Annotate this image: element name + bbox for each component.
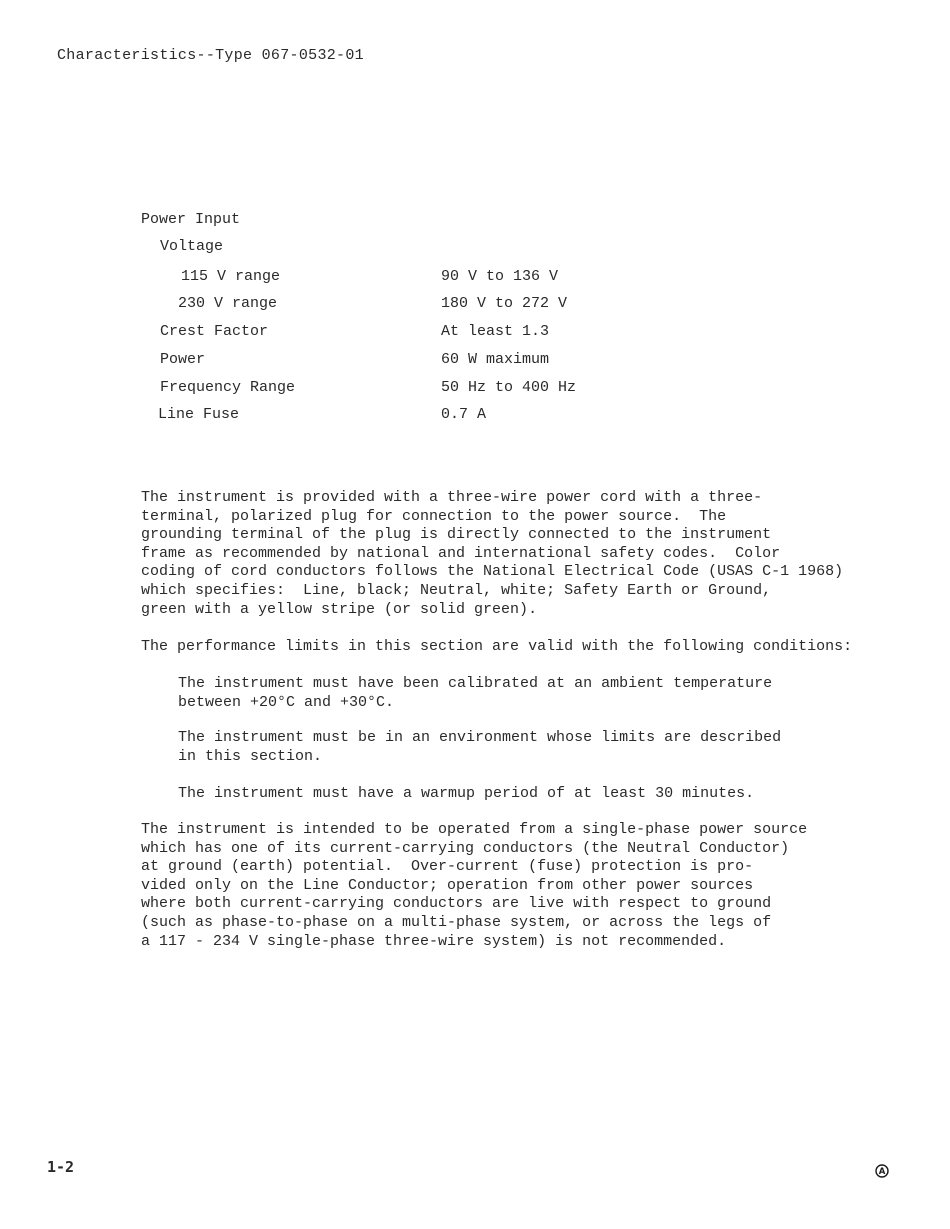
spec-row-power: [0, 351, 950, 371]
page-header-title: Characteristics--Type 067-0532-01: [57, 47, 364, 64]
spec-value: 60 W maximum: [441, 351, 550, 368]
spec-value: 90 V to 136 V: [441, 268, 559, 285]
spec-value: 50 Hz to 400 Hz: [441, 379, 577, 396]
logo-letter: A: [878, 1167, 886, 1178]
condition-environment: The instrument must be in an environment whose limits are described in this section.: [178, 729, 782, 765]
spec-row-115v: [0, 268, 950, 288]
spec-heading: Power Input: [141, 211, 241, 228]
circled-a-icon: [875, 1164, 889, 1178]
condition-warmup: The instrument must have a warmup period of at least 30 minutes.: [178, 785, 755, 802]
paragraph-performance-limits: The performance limits in this section are valid with the following conditions:: [141, 638, 853, 655]
spec-subheading-voltage: Voltage: [160, 238, 224, 255]
spec-label: 115 V range: [181, 268, 281, 285]
spec-row-crest-factor: [0, 323, 950, 343]
spec-label: Power: [160, 351, 206, 368]
spec-label: Line Fuse: [158, 406, 240, 423]
spec-label: Frequency Range: [160, 379, 296, 396]
spec-label: 230 V range: [178, 295, 278, 312]
spec-value: At least 1.3: [441, 323, 550, 340]
spec-row-frequency-range: [0, 379, 950, 399]
spec-label: Crest Factor: [160, 323, 269, 340]
spec-value: 180 V to 272 V: [441, 295, 568, 312]
condition-calibration: The instrument must have been calibrated at an ambient temperature between +20°C and +30°C.: [178, 675, 773, 711]
spec-value: 0.7 A: [441, 406, 487, 423]
spec-row-line-fuse: [0, 406, 950, 426]
page-number: 1-2: [47, 1158, 75, 1176]
paragraph-power-cord: The instrument is provided with a three-wire power cord with a three- terminal, polarized plug for connection to the power source. The grounding terminal of the plug is directly connected to the instrument frame as recommended by national and international safety codes. Color coding of cord conductors follows the National Electrical Code (USAS C-1 1968) which specifies: Line, black; Neutral, white; Safety Earth or Ground, green with a yellow stripe (or solid green).: [141, 489, 844, 618]
spec-row-230v: [0, 295, 950, 315]
paragraph-single-phase-operation: The instrument is intended to be operated from a single-phase power source which has one of its current-carrying conductors (the Neutral Conductor) at ground (earth) potential. Over-current (fuse) protection is pro- vided only on the Line Conductor; operation from other power sources where both current-carrying conductors are live with respect to ground (such as phase-to-phase on a multi-phase system, or across the legs of a 117 - 234 V single-phase three-wire system) is not recommended.: [141, 821, 808, 950]
